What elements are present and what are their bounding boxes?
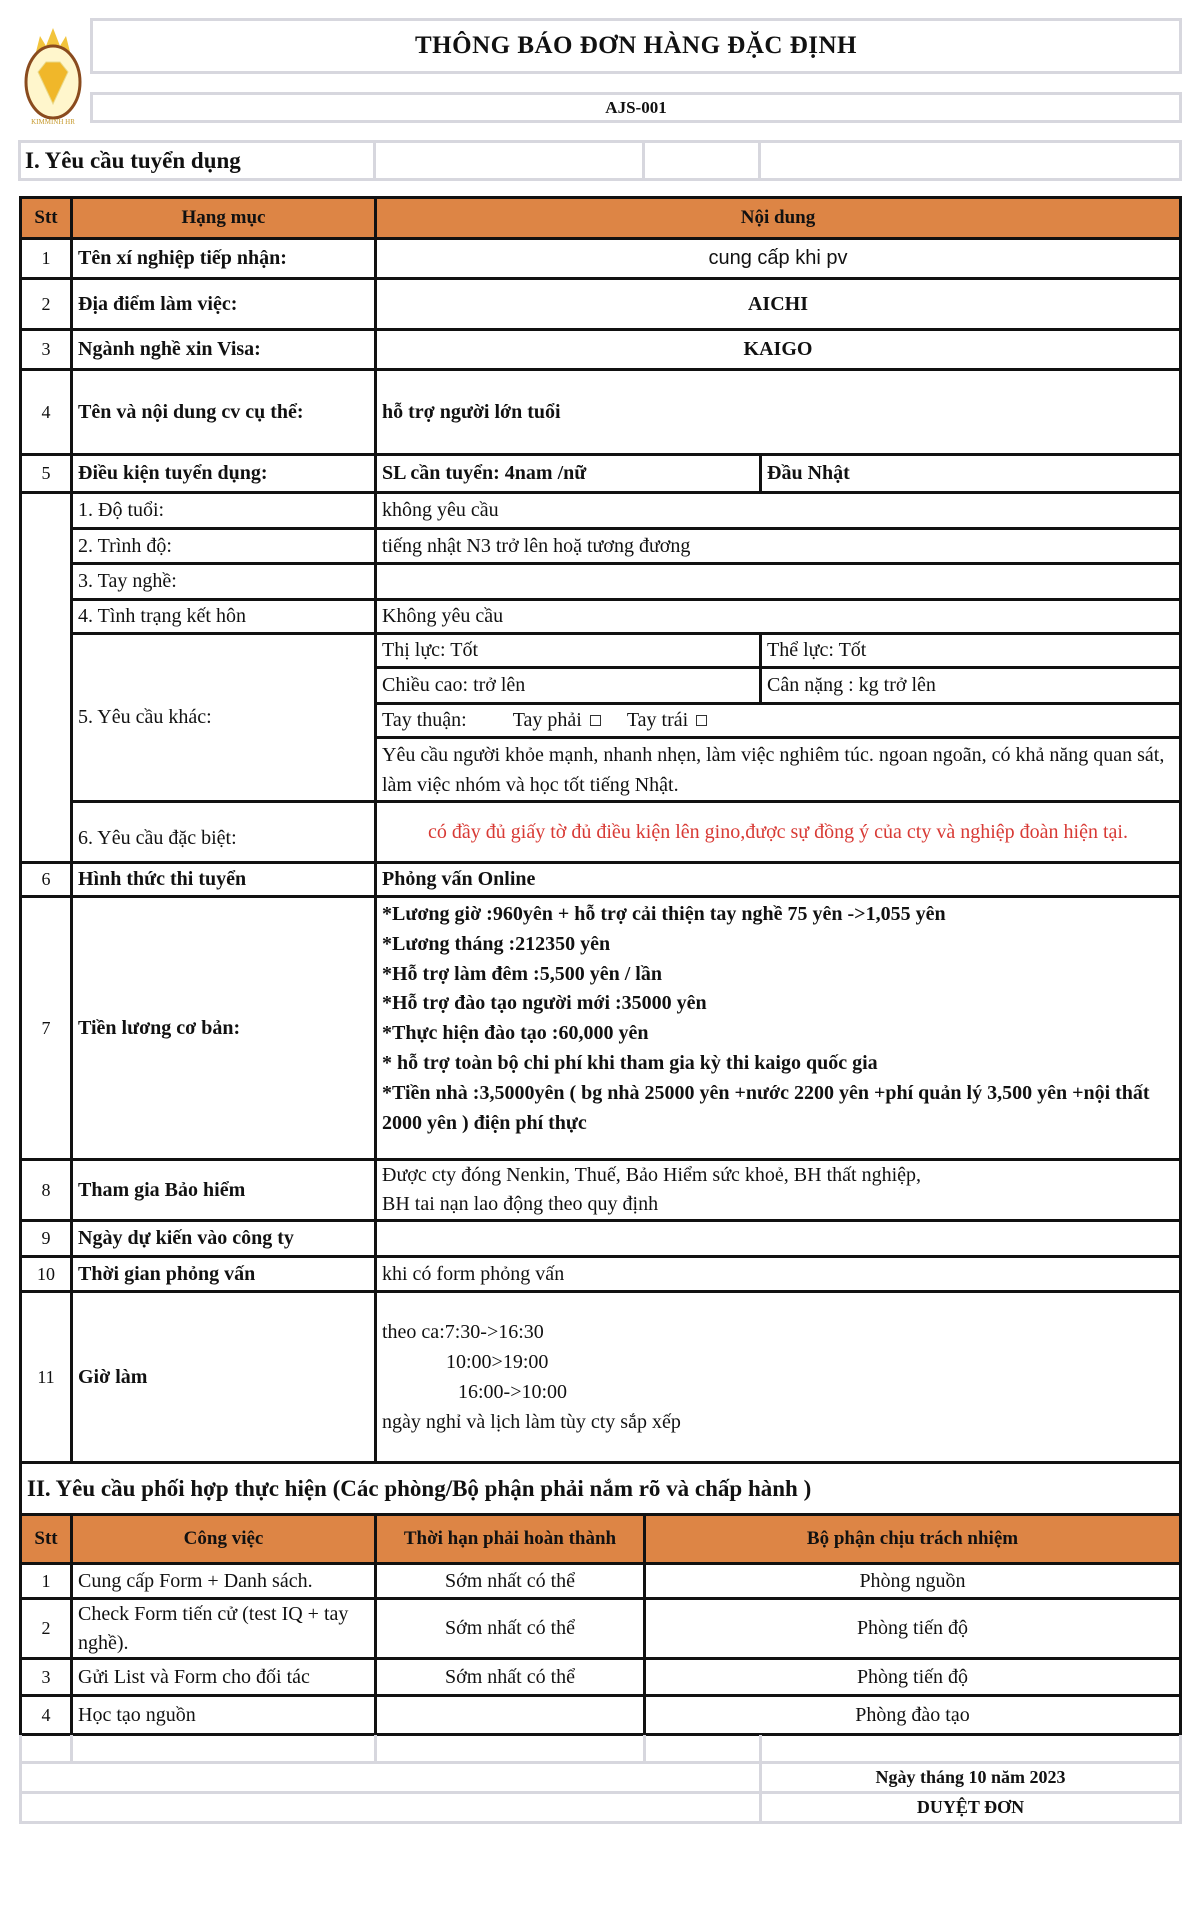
empty-cell xyxy=(643,1735,762,1764)
shift-line-1: theo ca:7:30->16:30 xyxy=(382,1321,544,1343)
empty-cell xyxy=(758,140,1182,181)
row-9-stt: 9 xyxy=(19,1219,73,1258)
s2-row-2-task: Check Form tiến cử (test IQ + tay nghề). xyxy=(70,1597,377,1660)
row-6-label: Hình thức thi tuyển xyxy=(70,861,377,898)
right-hand-label: Tay phải xyxy=(512,709,582,731)
section-1-title-cell xyxy=(18,140,376,181)
s2-row-2-deadline: Sớm nhất có thể xyxy=(374,1597,646,1660)
row-1-stt: 1 xyxy=(19,237,73,280)
approval-date: Ngày tháng 10 năm 2023 xyxy=(875,1767,1066,1787)
title-cell xyxy=(90,18,1182,74)
header-stt: Stt xyxy=(19,196,73,240)
visa-industry-value: KAIGO xyxy=(374,328,1182,371)
empty-cell xyxy=(759,1735,1182,1764)
shift-line-3: 16:00->10:00 xyxy=(458,1381,568,1403)
s2-row-1-deadline: Sớm nhất có thể xyxy=(374,1562,646,1600)
handedness-label: Tay thuận: xyxy=(382,709,467,731)
age-value: không yêu cầu xyxy=(374,491,1182,530)
row-9-label: Ngày dự kiến vào công ty xyxy=(70,1219,377,1258)
s2-row-2-department: Phòng tiến độ xyxy=(643,1597,1182,1660)
s2-row-4-deadline xyxy=(374,1694,646,1736)
row-5-stt: 5 xyxy=(19,453,73,494)
shift-line-2: 10:00>19:00 xyxy=(446,1351,549,1373)
row-11-stt: 11 xyxy=(19,1290,73,1464)
start-date-value xyxy=(374,1219,1182,1258)
row-10-label: Thời gian phỏng vấn xyxy=(70,1255,377,1293)
order-code: AJS-001 xyxy=(605,97,667,117)
height-value: Chiều cao: trở lên xyxy=(374,666,762,705)
salary-line: *Hỗ trợ làm đêm :5,500 yên / lần xyxy=(382,962,662,985)
empty-cell xyxy=(70,1735,377,1764)
salary-line: *Hỗ trợ đào tạo người mới :35000 yên xyxy=(382,992,707,1015)
left-hand-checkbox[interactable] xyxy=(696,715,707,726)
row-4-stt: 4 xyxy=(19,368,73,456)
handedness-row xyxy=(374,702,1182,739)
shift-line-4: ngày nghỉ và lịch làm tùy cty sắp xếp xyxy=(382,1411,681,1433)
crown-diamond-logo-icon xyxy=(18,22,88,130)
marital-value: Không yêu cầu xyxy=(374,598,1182,635)
row-3-label: Ngành nghề xin Visa: xyxy=(70,328,377,371)
s2-row-4-stt: 4 xyxy=(19,1694,73,1736)
row-7-stt: 7 xyxy=(19,895,73,1161)
s2-row-3-task: Gửi List và Form cho đối tác xyxy=(70,1657,377,1697)
other-requirements-text: Yêu cầu người khỏe mạnh, nhanh nhẹn, làm việc nghiêm túc. ngoan ngoãn, có khả năng quan sát, làm việc nhóm và học tốt tiếng Nhật. xyxy=(374,736,1182,803)
special-requirements-text: có đầy đủ giấy tờ đủ điều kiện lên gino,được sự đồng ý của cty và nghiệp đoàn hiện tại. xyxy=(374,800,1182,864)
s2-header-stt: Stt xyxy=(19,1513,73,1565)
row-5-label: Điều kiện tuyển dụng: xyxy=(70,453,377,494)
logo-text: KIMMINH HR xyxy=(31,118,75,126)
marital-label: 4. Tình trạng kết hôn xyxy=(70,598,377,635)
salary-line: *Lương giờ :960yên + hỗ trợ cải thiện tay nghề 75 yên ->1,055 yên xyxy=(382,903,946,925)
row-8-stt: 8 xyxy=(19,1158,73,1222)
company-logo xyxy=(18,22,88,130)
insurance-line-1: Được cty đóng Nenkin, Thuế, Bảo Hiểm sức khoẻ, BH thất nghiệp, xyxy=(382,1164,922,1186)
interview-time-value: khi có form phỏng vấn xyxy=(374,1255,1182,1293)
salary-line: * hỗ trợ toàn bộ chi phí khi tham gia kỳ thi kaigo quốc gia xyxy=(382,1051,878,1074)
salary-line: *Lương tháng :212350 yên xyxy=(382,932,611,955)
empty-cell xyxy=(374,1735,646,1764)
row-11-label: Giờ làm xyxy=(70,1290,377,1464)
s2-header-department: Bộ phận chịu trách nhiệm xyxy=(643,1513,1182,1565)
job-description-value: hỗ trợ người lớn tuổi xyxy=(374,368,1182,456)
row-10-stt: 10 xyxy=(19,1255,73,1293)
row-6-stt: 6 xyxy=(19,861,73,898)
fitness-value: Thể lực: Tốt xyxy=(759,632,1182,669)
weight-value: Cân nặng : kg trở lên xyxy=(759,666,1182,705)
level-value: tiếng nhật N3 trở lên hoặ tương đương xyxy=(374,527,1182,565)
header-content: Nội dung xyxy=(374,196,1182,240)
japan-head-value: Đầu Nhật xyxy=(759,453,1182,494)
s2-row-3-department: Phòng tiến độ xyxy=(643,1657,1182,1697)
left-hand-label: Tay trái xyxy=(626,709,689,731)
empty-cell xyxy=(642,140,761,181)
empty-cell xyxy=(19,1791,762,1824)
row-4-label: Tên và nội dung cv cụ thể: xyxy=(70,368,377,456)
work-location-value: AICHI xyxy=(374,277,1182,331)
header-category: Hạng mục xyxy=(70,196,377,240)
conditions-stt-blank xyxy=(19,491,73,864)
salary-line: *Thực hiện đào tạo :60,000 yên xyxy=(382,1022,649,1045)
skill-value xyxy=(374,562,1182,601)
empty-cell xyxy=(373,140,645,181)
special-requirements-label: 6. Yêu cầu đặc biệt: xyxy=(70,800,377,864)
s2-header-task: Công việc xyxy=(70,1513,377,1565)
date-cell xyxy=(759,1761,1182,1794)
row-2-label: Địa điểm làm việc: xyxy=(70,277,377,331)
code-cell xyxy=(90,92,1182,123)
s2-row-4-department: Phòng đào tạo xyxy=(643,1694,1182,1736)
s2-row-1-department: Phòng nguồn xyxy=(643,1562,1182,1600)
salary-details xyxy=(374,895,1182,1161)
row-3-stt: 3 xyxy=(19,328,73,371)
salary-line: *Tiền nhà :3,5000yên ( bg nhà 25000 yên +nước 2200 yên +phí quản lý 3,500 yên +nội thất 2000 yên ) điện phí thực xyxy=(382,1081,1150,1134)
empty-cell xyxy=(19,1761,762,1794)
age-label: 1. Độ tuổi: xyxy=(70,491,377,530)
s2-row-4-task: Học tạo nguồn xyxy=(70,1694,377,1736)
row-1-label: Tên xí nghiệp tiếp nhận: xyxy=(70,237,377,280)
s2-row-3-deadline: Sớm nhất có thể xyxy=(374,1657,646,1697)
insurance-details xyxy=(374,1158,1182,1222)
empty-cell xyxy=(19,1735,73,1764)
section-2-title: II. Yêu cầu phối hợp thực hiện (Các phòng/Bộ phận phải nắm rõ và chấp hành ) xyxy=(27,1475,812,1501)
right-hand-checkbox[interactable] xyxy=(590,715,601,726)
other-requirements-label: 5. Yêu cầu khác: xyxy=(70,632,377,803)
s2-row-1-task: Cung cấp Form + Danh sách. xyxy=(70,1562,377,1600)
skill-label: 3. Tay nghề: xyxy=(70,562,377,601)
s2-row-3-stt: 3 xyxy=(19,1657,73,1697)
document-title: THÔNG BÁO ĐƠN HÀNG ĐẶC ĐỊNH xyxy=(415,32,857,59)
s2-row-1-stt: 1 xyxy=(19,1562,73,1600)
s2-row-2-stt: 2 xyxy=(19,1597,73,1660)
insurance-line-2: BH tai nạn lao động theo quy định xyxy=(382,1193,659,1215)
recruit-quantity-value: SL cần tuyển: 4nam /nữ xyxy=(374,453,762,494)
approve-label: DUYỆT ĐƠN xyxy=(916,1797,1025,1817)
working-hours xyxy=(374,1290,1182,1464)
section-1-title: I. Yêu cầu tuyển dụng xyxy=(25,147,241,173)
row-8-label: Tham gia Bảo hiểm xyxy=(70,1158,377,1222)
section-2-title-cell xyxy=(19,1461,1182,1516)
level-label: 2. Trình độ: xyxy=(70,527,377,565)
row-2-stt: 2 xyxy=(19,277,73,331)
approve-cell xyxy=(759,1791,1182,1824)
company-name-value: cung cấp khi pv xyxy=(374,237,1182,280)
exam-format-value: Phỏng vấn Online xyxy=(374,861,1182,898)
row-7-label: Tiền lương cơ bản: xyxy=(70,895,377,1161)
s2-header-deadline: Thời hạn phải hoàn thành xyxy=(374,1513,646,1565)
eyesight-value: Thị lực: Tốt xyxy=(374,632,762,669)
